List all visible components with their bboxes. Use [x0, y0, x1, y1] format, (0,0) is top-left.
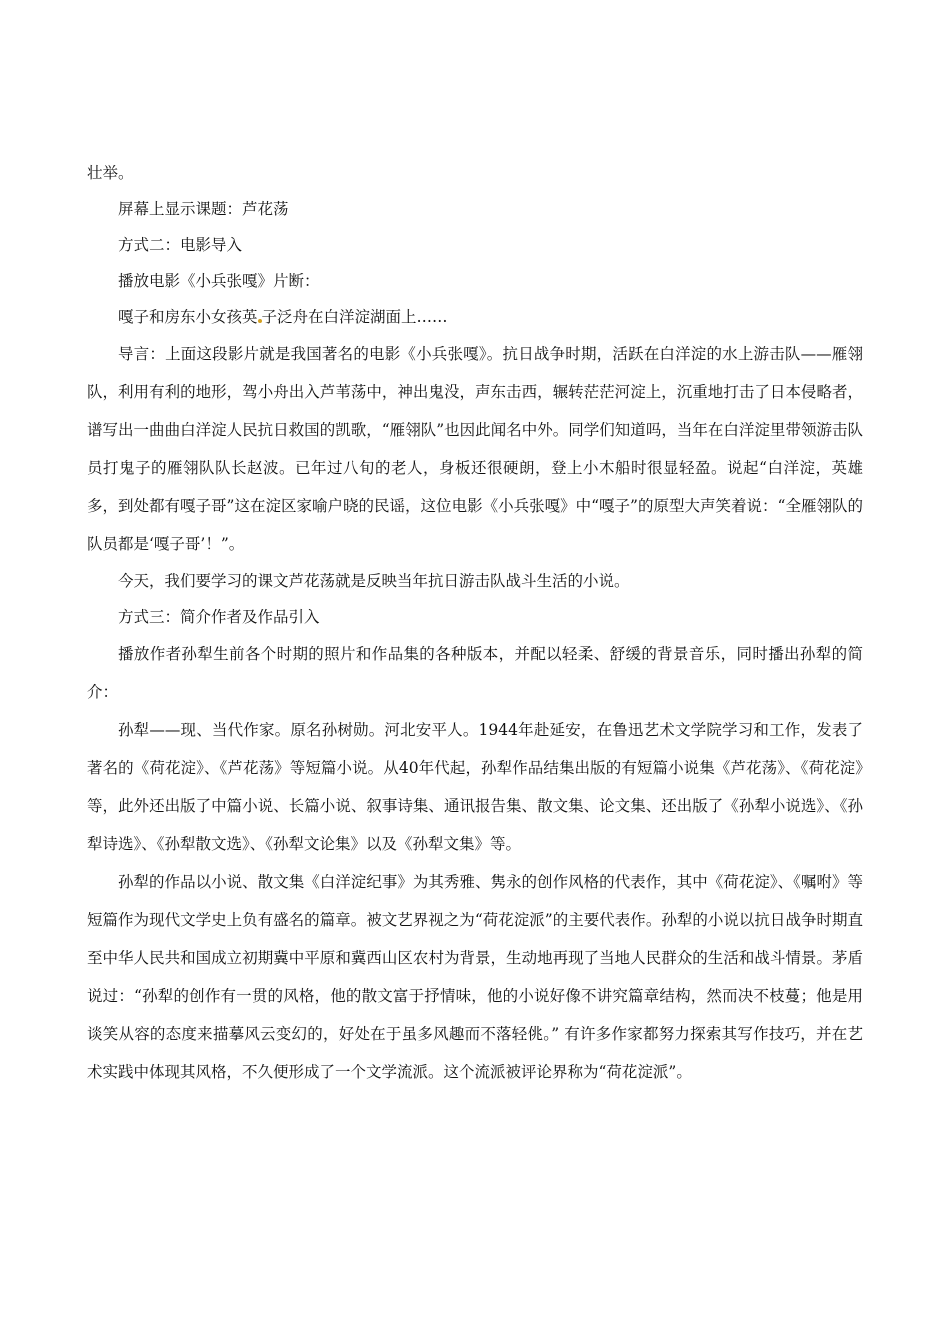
- paragraph-play-film: 播放电影《小兵张嘎》片断：: [118, 272, 320, 290]
- paragraph-continuation: 壮举。: [87, 164, 134, 182]
- film-scene-text-start: 嘎子和房东小女孩英: [118, 308, 258, 326]
- paragraph-introduction: 导言：上面这段影片就是我国著名的电影《小兵张嘎》。抗日战争时期，活跃在白洋淀的水上游击队——雁翎队，利用有利的地形，驾小舟出入芦苇荡中，神出鬼没，声东击西，辗转茫茫河淀上，沉重地打击了日本侵略者，谱写出一曲曲白洋淀人民抗日救国的凯歌，“雁翎队”也因此闻名中外。同学们知道吗，当年在白洋淀里带领游击队员打鬼子的雁翎队队长赵波。已年过八旬的老人，身板还很硬朗，登上小木船时很显轻盈。说起“白洋淀，英雄多，到处都有嘎子哥”这在淀区家喻户晓的民谣，这位电影《小兵张嘎》中“嘎子”的原型大声笑着说：“全雁翎队的队员都是‘嘎子哥’！”。: [87, 345, 863, 553]
- paragraph-method-three: 方式三：简介作者及作品引入: [118, 608, 320, 626]
- paragraph-play-photos: 播放作者孙犁生前各个时期的照片和作品集的各种版本，并配以轻柔、舒缓的背景音乐，同时播出孙犁的简介：: [87, 645, 863, 701]
- document-page: [87, 155, 863, 1091]
- paragraph-screen-title: 屏幕上显示课题：芦花荡: [118, 200, 289, 218]
- paragraph-author-works: 孙犁的作品以小说、散文集《白洋淀纪事》为其秀雅、隽永的创作风格的代表作，其中《荷花淀》、《嘱咐》等短篇作为现代文学史上负有盛名的篇章。被文艺界视之为“荷花淀派”的主要代表作。孙犁的小说以抗日战争时期直至中华人民共和国成立初期冀中平原和冀西山区农村为背景，生动地再现了当地人民群众的生活和战斗情景。茅盾说过：“孙犁的创作有一贯的风格，他的散文富于抒情味，他的小说好像不讲究篇章结构，然而决不枝蔓；他是用谈笑从容的态度来描摹风云变幻的，好处在于虽多风趣而不落轻佻。” 有许多作家都努力探索其写作技巧，并在艺术实践中体现其风格，不久便形成了一个文学流派。这个流派被评论界称为“荷花淀派”。: [87, 873, 863, 1081]
- paragraph-today: 今天，我们要学习的课文芦花荡就是反映当年抗日游击队战斗生活的小说。: [118, 572, 630, 590]
- paragraph-film-scene: [87, 299, 863, 335]
- paragraph-method-two: 方式二：电影导入: [118, 236, 243, 254]
- film-scene-text-end: 子泛舟在白洋淀湖面上……: [261, 308, 448, 326]
- paragraph-author-bio: 孙犁——现、当代作家。原名孙树勋。河北安平人。1944年赴延安，在鲁迅艺术文学院学习和工作，发表了著名的《荷花淀》、《芦花荡》等短篇小说。从40年代起，孙犁作品结集出版的有短篇小说集《芦花荡》、《荷花淀》等，此外还出版了中篇小说、长篇小说、叙事诗集、通讯报告集、散文集、论文集、还出版了《孙犁小说选》、《孙犁诗选》、《孙犁散文选》、《孙犁文论集》以及《孙犁文集》等。: [87, 721, 863, 853]
